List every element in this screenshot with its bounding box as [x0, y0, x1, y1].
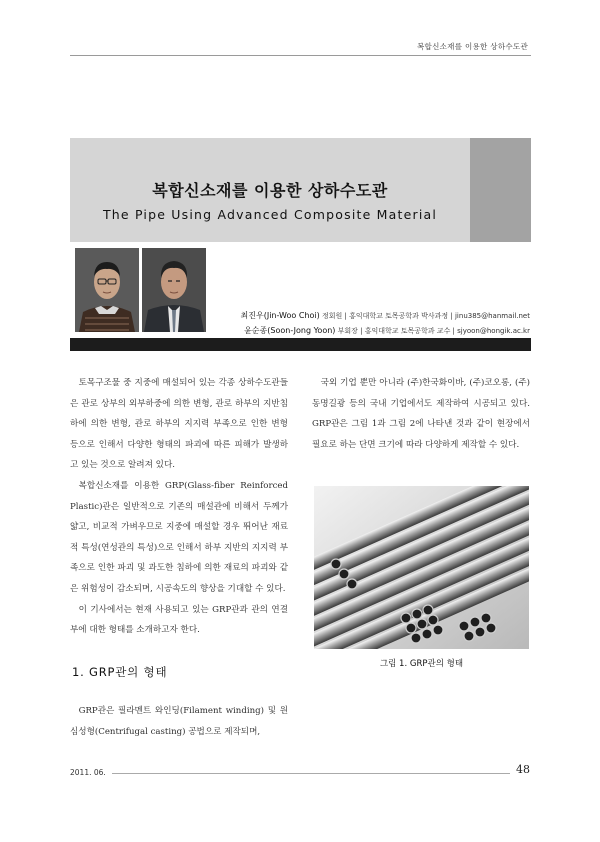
- author-affiliation: 정회원 | 홍익대학교 토목공학과 박사과정 | jinu385@hanmail.net: [321, 312, 530, 320]
- section-heading: 1. GRP관의 형태: [72, 665, 168, 679]
- body-paragraph: GRP관은 필라멘트 와인딩(Filament winding) 및 원심성형(Centrifugal casting) 공법으로 제작되며,: [70, 706, 288, 737]
- title-accent-block: [470, 138, 531, 242]
- author-name: 윤순종(Soon-Jong Yoon): [244, 326, 336, 335]
- footer-rule: [112, 773, 510, 774]
- figure-caption: 그림 1. GRP관의 형태: [379, 659, 464, 669]
- header-rule: [70, 55, 531, 56]
- body-paragraph: 이 기사에서는 현재 사용되고 있는 GRP관과 관의 연결부에 대한 형태를 소개하고자 한다.: [70, 604, 288, 636]
- author-line-yoon: [244, 325, 530, 336]
- author-photo-yoon: [142, 248, 206, 332]
- body-column-left-continued: [70, 701, 288, 742]
- author-photo-choi: [75, 248, 139, 332]
- body-column-left: [70, 373, 288, 641]
- title-divider-bar: [70, 338, 531, 351]
- running-header: 복합신소재를 이용한 상하수도관: [417, 42, 528, 51]
- author-line-choi: [241, 310, 530, 321]
- figure-grp-pipes-photo: [314, 486, 529, 649]
- body-paragraph: 복합신소재를 이용한 GRP(Glass-fiber Reinforced Plastic)관은 일반적으로 기존의 매설관에 비해서 두께가 얇고, 비교적 가벼우므로 지중에 매설할 경우 뛰어난 재료적 특성(연성관의 특성)으로 인해서 하부 지반의 지지력 부족으로 인한 파괴 및 과도한 침하에 의한 재료의 파괴와 같은 위험성이 감소되며, 시공속도의 향상을 기대할 수 있다.: [70, 480, 288, 594]
- body-paragraph: 토목구조물 중 지중에 매설되어 있는 각종 상하수도관들은 관로 상부의 외부하중에 의한 변형, 관로 하부의 지반침하에 의한 변형, 관로 하부의 지지력 부족으로 인한 변형 등으로 인해서 다양한 형태의 파괴에 따른 피해가 발생하고 있는 것으로 알려져 있다.: [70, 378, 288, 471]
- article-title-korean: 복합신소재를 이용한 상하수도관: [152, 181, 388, 200]
- author-affiliation: 부회장 | 홍익대학교 토목공학과 교수 | sjyoon@hongik.ac.kr: [337, 327, 530, 335]
- body-paragraph: 국외 기업 뿐만 아니라 (주)한국화이바, (주)코오롱, (주)동명길광 등의 국내 기업에서도 제작하여 시공되고 있다. GRP관은 그림 1과 그림 2에 나타낸 것과 같이 현장에서 필요로 하는 단면 크기에 따라 다양하게 제작할 수 있다.: [312, 378, 530, 450]
- footer-date: 2011. 06.: [70, 768, 106, 777]
- article-title-english: The Pipe Using Advanced Composite Material: [102, 207, 438, 222]
- page-number: 48: [516, 763, 530, 776]
- body-column-right: [312, 373, 530, 455]
- author-name: 최진우(Jin-Woo Choi): [240, 311, 320, 320]
